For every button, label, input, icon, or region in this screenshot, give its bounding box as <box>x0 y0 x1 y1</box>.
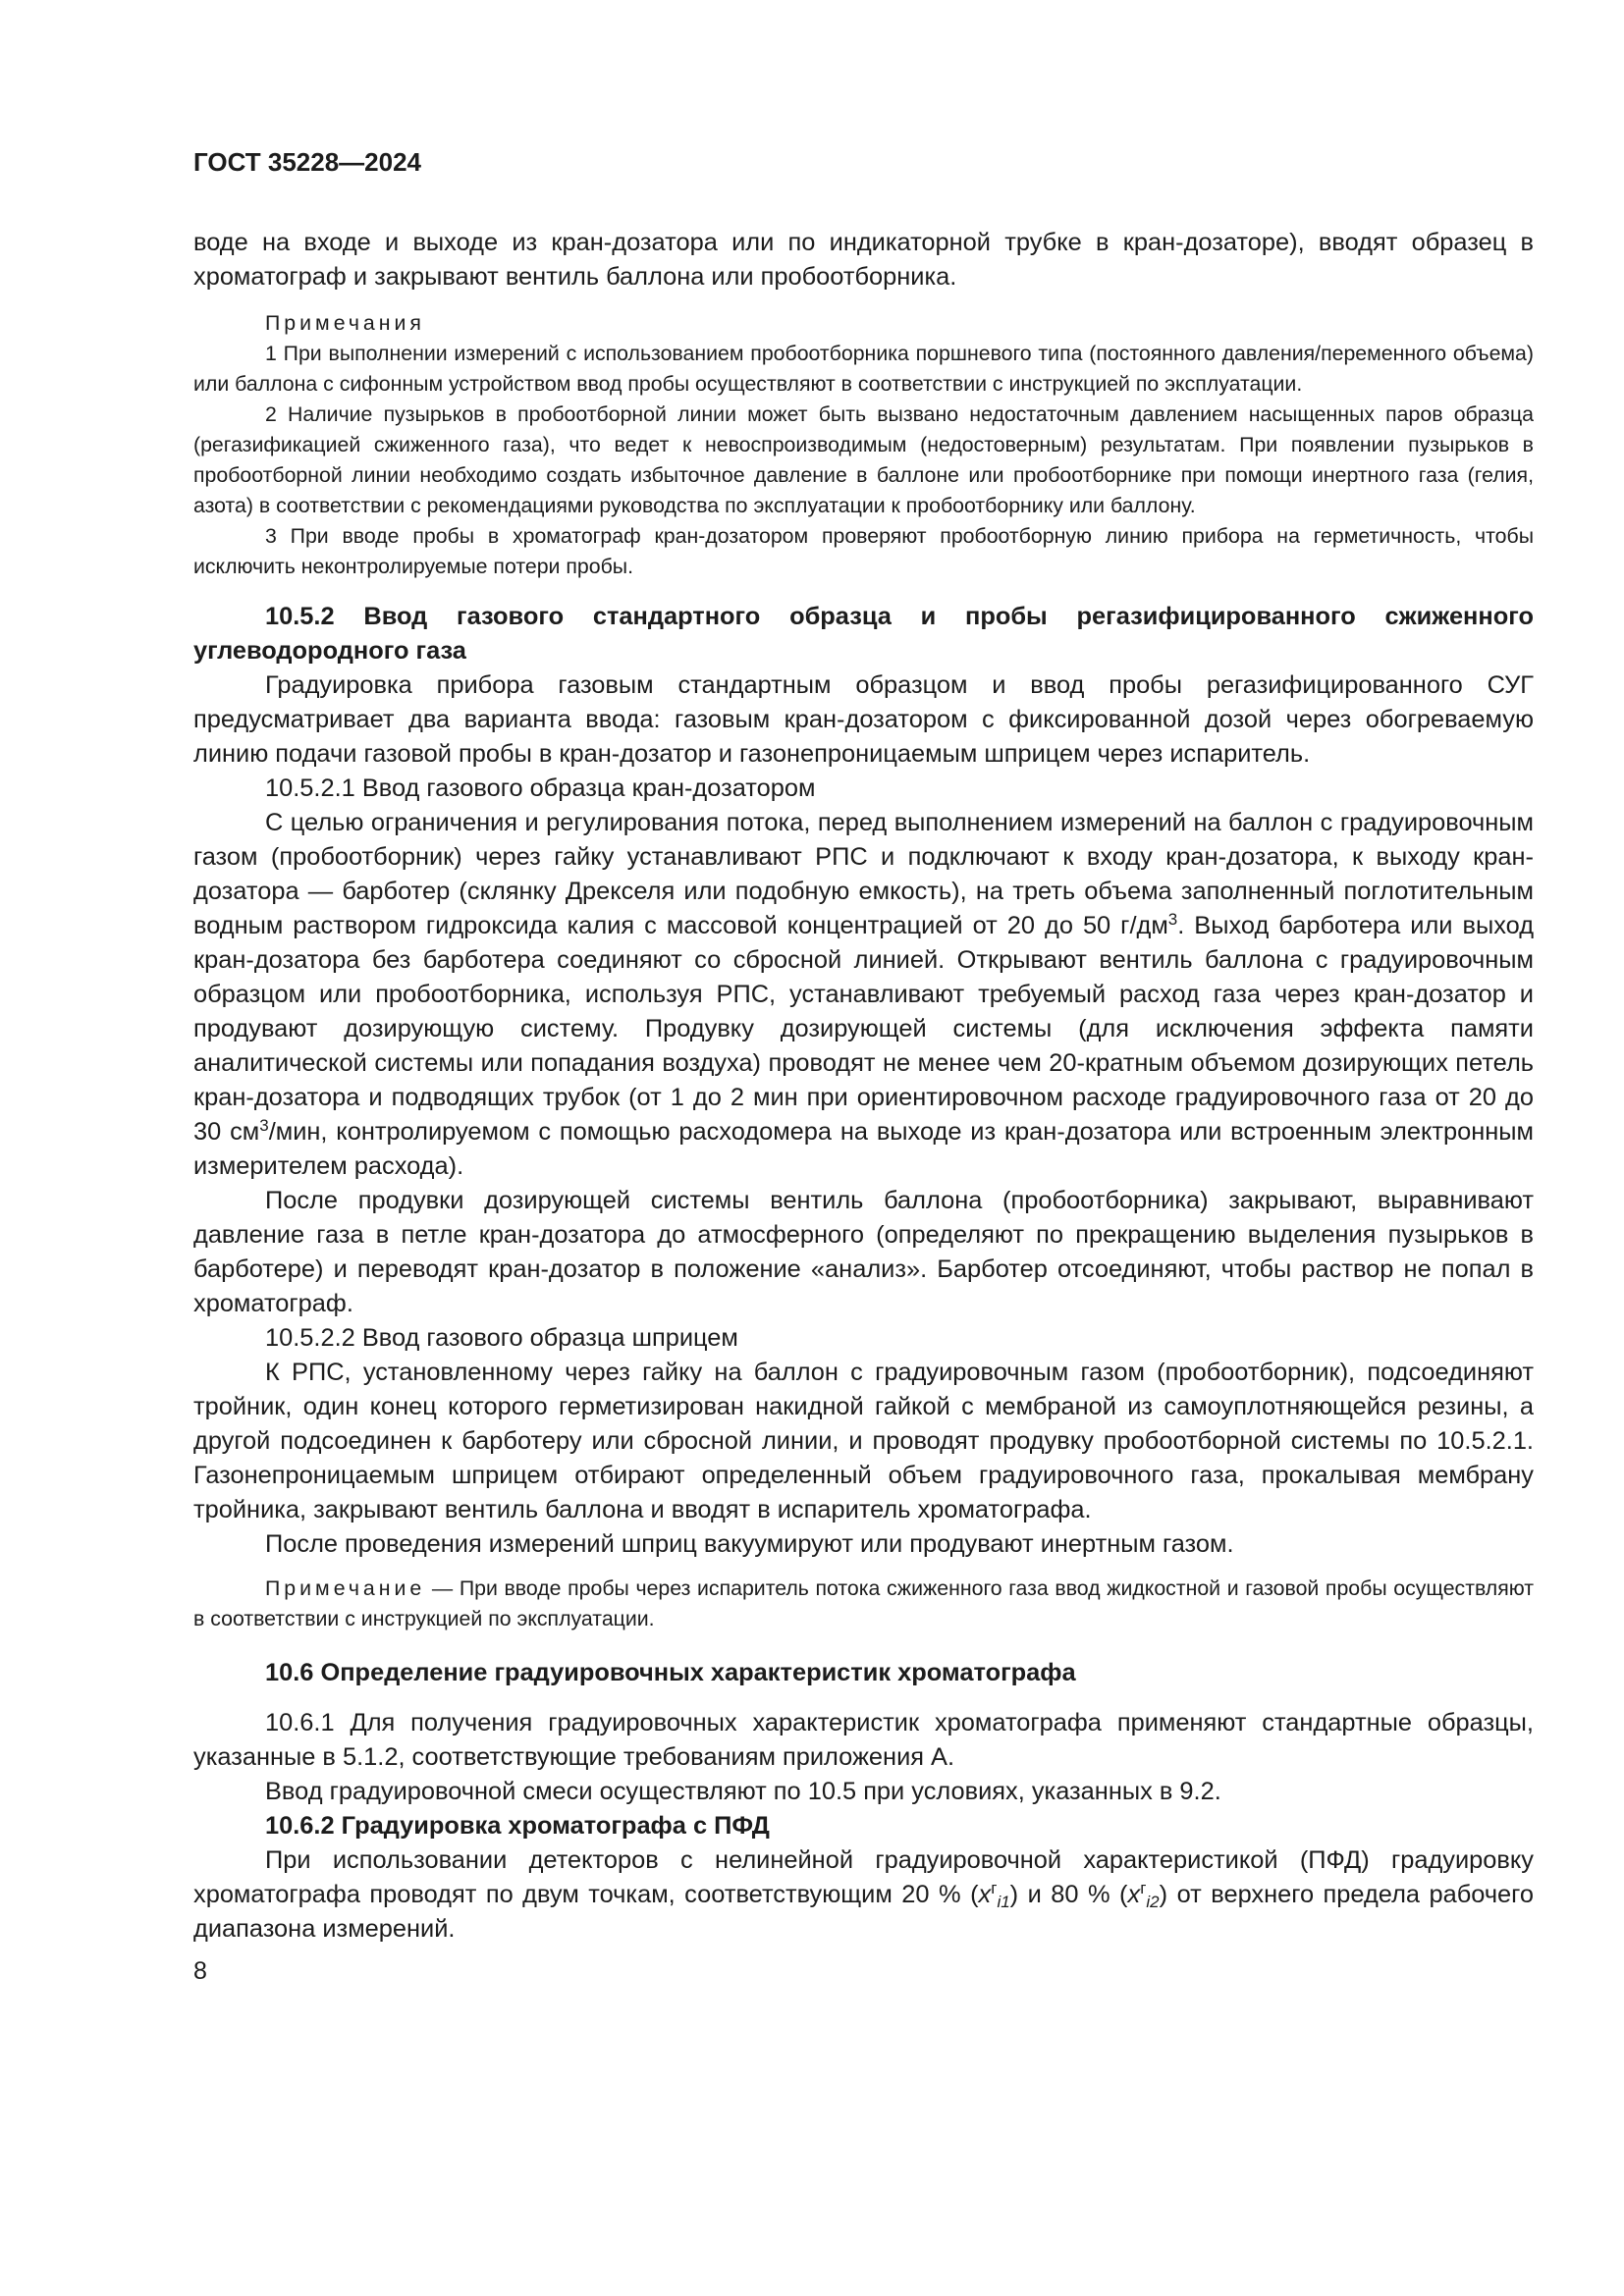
superscript-3: 3 <box>1167 910 1178 929</box>
heading-10-5-2-2: 10.5.2.2 Ввод газового образца шприцем <box>265 1324 738 1352</box>
superscript-3b: 3 <box>259 1116 269 1135</box>
paragraph-10-5-2-2-a: К РПС, установленному через гайку на баллон с градуировочным газом (пробоотборник), подсоединяют тройник, один конец которого герметизирован накидной гайкой с мембраной из самоуплотняющейся резины, а другой подсоединен к барботеру или сбросной линии, и проводят продувку пробоотборной системы по 10.5.2.1. Газонепроницаемым шприцем отбирают определенный объем градуировочного газа, прокалывая мембрану тройника, закрывают вентиль баллона и вводят в испаритель хроматографа. <box>193 1359 1534 1523</box>
subscript-i1: i1 <box>997 1893 1010 1911</box>
paragraph-10-5-2-1-part3: /мин, контролируемом с помощью расходомера на выходе из кран-дозатора или встроенным электронным измерителем расхода). <box>193 1118 1535 1180</box>
superscript-g-2: г <box>1140 1879 1147 1897</box>
note-single <box>193 1574 1534 1634</box>
paragraph-10-6-1: 10.6.1 Для получения градуировочных характеристик хроматографа применяют стандартные образцы, указанные в 5.1.2, соответствующие требованиям приложения А. <box>193 1709 1534 1771</box>
heading-10-5-2: 10.5.2 Ввод газового стандартного образца и пробы регазифицированного сжиженного углеводородного газа <box>193 603 1534 665</box>
note-single-text: — При вводе пробы через испаритель потока сжиженного газа ввод жидкостной и газовой пробы осуществляют в соответствии с инструкцией по эксплуатации. <box>193 1576 1534 1630</box>
intro-paragraph: воде на входе и выходе из кран-дозатора или по индикаторной трубке в кран-дозаторе), вводят образец в хроматограф и закрывают вентиль баллона или пробоотборника. <box>193 229 1534 291</box>
note-2: 2 Наличие пузырьков в пробоотборной линии может быть вызвано недостаточным давлением насыщенных паров образца (регазификацией сжиженного газа), что ведет к невоспроизводимым (недостоверным) результатам. При появлении пузырьков в пробоотборной линии необходимо создать избыточное давление в баллоне или пробоотборнике при помощи инертного газа (гелия, азота) в соответствии с рекомендациями руководства по эксплуатации к пробоотборнику или баллону. <box>193 402 1534 517</box>
note-1: 1 При выполнении измерений с использованием пробоотборника поршневого типа (постоянного давления/переменного объема) или баллона с сифонным устройством ввод пробы осуществляют в соответствии с инструкцией по эксплуатации. <box>193 342 1534 396</box>
paragraph-10-5-2-1-part2: . Выход барботера или выход кран-дозатора без барботера соединяют со сбросной линией. Открывают вентиль баллона с градуировочным образцом или пробоотборника, используя РПС, устанавливают требуемый расход газа через кран-дозатор и продувают дозирующую систему. Продувку дозирующей системы (для исключения эффекта памяти аналитической системы или попадания воздуха) проводят не менее чем 20-кратным объемом дозирующих петель кран-дозатора и подводящих трубок (от 1 до 2 мин при ориентировочном расходе градуировочного газа от 20 до 30 см <box>193 912 1535 1146</box>
subscript-i2: i2 <box>1146 1893 1160 1911</box>
heading-10-5-2-1: 10.5.2.1 Ввод газового образца кран-дозатором <box>265 774 816 802</box>
variable-x-1: x <box>978 1881 992 1908</box>
paragraph-10-6-2-part2: ) от верхнего предела рабочего диапазона измерений. <box>193 1881 1534 1943</box>
paragraph-10-5-2: Градуировка прибора газовым стандартным образцом и ввод пробы регазифицированного СУГ предусматривает два варианта ввода: газовым кран-дозатором с фиксированной дозой через обогреваемую линию подачи газовой пробы в кран-дозатор и газонепроницаемым шприцем через испаритель. <box>193 671 1534 768</box>
paragraph-10-5-2-1-b: После продувки дозирующей системы вентиль баллона (пробоотборника) закрывают, выравнивают давление газа в петле кран-дозатора до атмосферного (определяют по прекращению выделения пузырьков в барботере) и переводят кран-дозатор в положение «анализ». Барботер отсоединяют, чтобы раствор не попал в хроматограф. <box>193 1187 1534 1317</box>
document-page <box>193 147 1534 1986</box>
heading-10-6: 10.6 Определение градуировочных характеристик хроматографа <box>265 1659 1076 1686</box>
paragraph-10-5-2-1-part1: С целью ограничения и регулирования потока, перед выполнением измерений на баллон с градуировочным газом (пробоотборник) через гайку устанавливают РПС и подключают к входу кран-дозатора, к выходу кран-дозатора — барботер (склянку Дрекселя или подобную емкость), на треть объема заполненный поглотительным водным раствором гидроксида калия с массовой концентрацией от 20 до 50 г/дм <box>193 809 1534 939</box>
paragraph-10-5-2-2-b: После проведения измерений шприц вакуумируют или продувают инертным газом. <box>265 1530 1234 1558</box>
note-single-label: Примечание <box>265 1576 426 1600</box>
paragraph-10-5-2-1-a <box>193 806 1534 1184</box>
variable-x-2: x <box>1127 1881 1141 1908</box>
heading-10-6-2: 10.6.2 Градуировка хроматографа с ПФД <box>265 1812 770 1840</box>
paragraph-10-6-2-part1: При использовании детекторов с нелинейной градуировочной характеристикой (ПФД) градуировку хроматографа проводят по двум точкам, соответствующим 20 % ( <box>193 1846 1534 1908</box>
paragraph-10-6-2-mid: ) и 80 % ( <box>1009 1881 1128 1908</box>
note-3: 3 При вводе пробы в хроматограф кран-дозатором проверяют пробоотборную линию прибора на герметичность, чтобы исключить неконтролируемые потери пробы. <box>193 524 1534 578</box>
page-number: 8 <box>193 1957 207 1985</box>
paragraph-10-6-2 <box>193 1843 1534 1947</box>
paragraph-10-6-1-b: Ввод градуировочной смеси осуществляют по 10.5 при условиях, указанных в 9.2. <box>265 1778 1221 1805</box>
notes-title: Примечания <box>265 311 425 335</box>
document-header: ГОСТ 35228—2024 <box>193 147 421 177</box>
superscript-g-1: г <box>991 1879 998 1897</box>
